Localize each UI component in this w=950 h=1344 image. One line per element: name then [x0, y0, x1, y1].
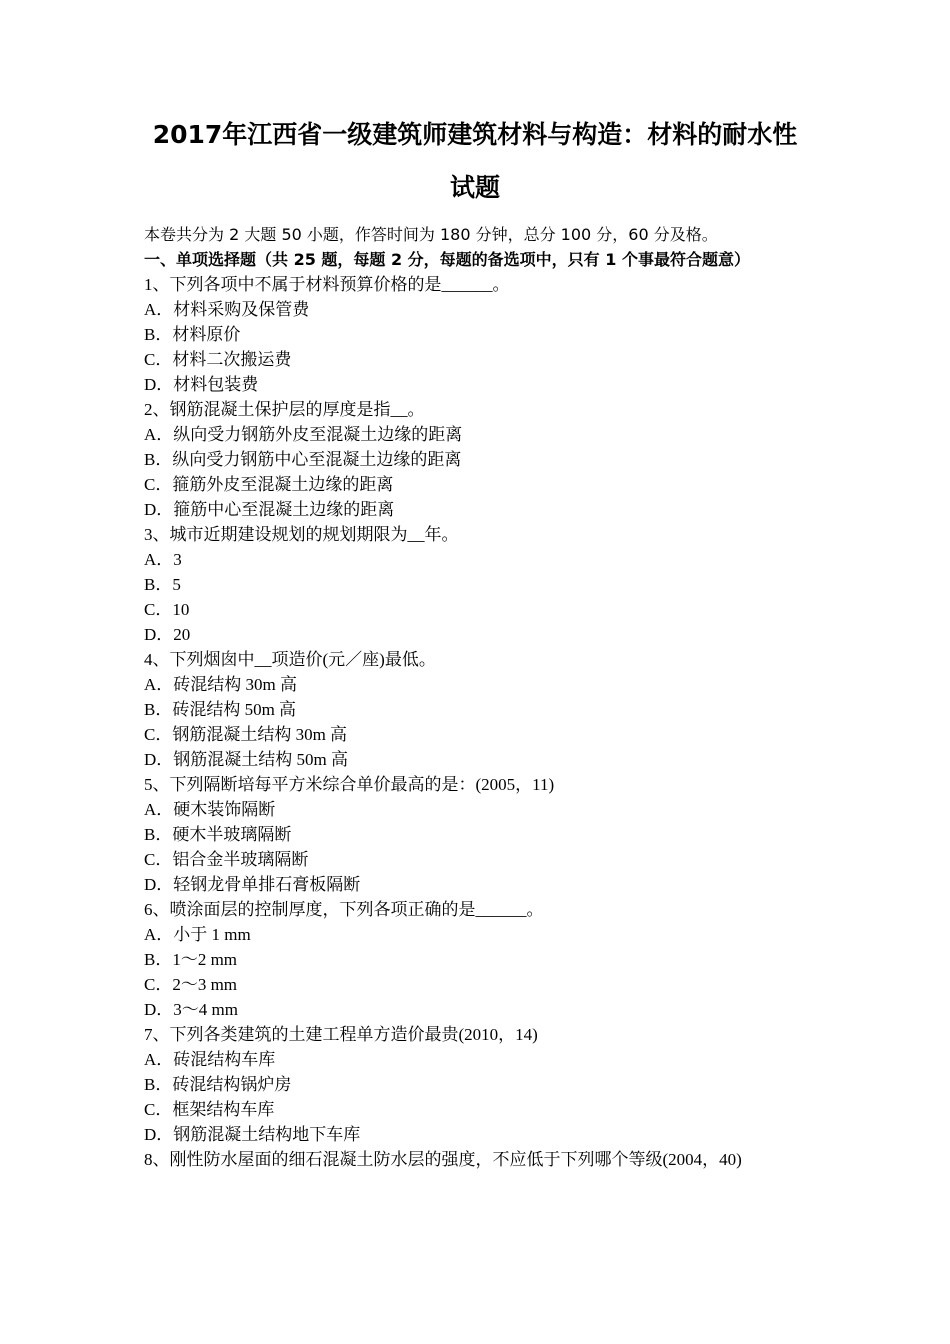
question-stem: 3、城市近期建设规划的规划期限为__年。 [144, 525, 459, 544]
answer-option: D．3～4 mm [144, 1000, 238, 1019]
answer-option: A．材料采购及保管费 [144, 300, 310, 319]
answer-option: C．铝合金半玻璃隔断 [144, 850, 309, 869]
answer-option: D．钢筋混凝土结构 50m 高 [144, 750, 348, 769]
document-title-line-1: 2017年江西省一级建筑师建筑材料与构造：材料的耐水性 [152, 120, 798, 149]
question-stem: 1、下列各项中不属于材料预算价格的是______。 [144, 275, 510, 294]
question-stem: 7、下列各类建筑的土建工程单方造价最贵(2010，14) [144, 1025, 538, 1044]
answer-option: C．钢筋混凝土结构 30m 高 [144, 725, 348, 744]
answer-option: C．2～3 mm [144, 975, 238, 994]
answer-option: B．1～2 mm [144, 950, 238, 969]
answer-option: B．纵向受力钢筋中心至混凝土边缘的距离 [144, 450, 462, 469]
answer-option: D．轻钢龙骨单排石膏板隔断 [144, 875, 361, 894]
question-stem: 5、下列隔断培每平方米综合单价最高的是：(2005，11) [144, 775, 555, 794]
answer-option: A．砖混结构车库 [144, 1050, 276, 1069]
answer-option: A．砖混结构 30m 高 [144, 675, 297, 694]
exam-intro: 本卷共分为 2 大题 50 小题，作答时间为 180 分钟，总分 100 分，60 分及格。 [144, 225, 718, 244]
answer-option: A．硬木装饰隔断 [144, 800, 276, 819]
question-stem: 6、喷涂面层的控制厚度，下列各项正确的是______。 [144, 900, 544, 919]
section-heading: 一、单项选择题（共 25 题，每题 2 分，每题的备选项中，只有 1 个事最符合题意） [144, 250, 750, 269]
question-stem: 2、钢筋混凝土保护层的厚度是指__。 [144, 400, 425, 419]
answer-option: C．箍筋外皮至混凝土边缘的距离 [144, 475, 394, 494]
answer-option: C．10 [144, 600, 190, 619]
document-title-line-2: 试题 [449, 173, 500, 202]
answer-option: B．硬木半玻璃隔断 [144, 825, 292, 844]
answer-option: C．框架结构车库 [144, 1100, 275, 1119]
answer-option: B．砖混结构锅炉房 [144, 1075, 292, 1094]
answer-option: A．小于 1 mm [144, 925, 251, 944]
answer-option: D．20 [144, 625, 191, 644]
document-body [144, 222, 814, 1172]
answer-option: A．3 [144, 550, 182, 569]
question-list [144, 272, 814, 1172]
answer-option: D．箍筋中心至混凝土边缘的距离 [144, 500, 395, 519]
answer-option: D．材料包装费 [144, 375, 259, 394]
answer-option: B．砖混结构 50m 高 [144, 700, 297, 719]
answer-option: B．5 [144, 575, 181, 594]
answer-option: A．纵向受力钢筋外皮至混凝土边缘的距离 [144, 425, 463, 444]
question-stem: 4、下列烟囱中__项造价(元／座)最低。 [144, 650, 436, 669]
answer-option: C．材料二次搬运费 [144, 350, 292, 369]
answer-option: D．钢筋混凝土结构地下车库 [144, 1125, 361, 1144]
answer-option: B．材料原价 [144, 325, 241, 344]
question-stem: 8、刚性防水屋面的细石混凝土防水层的强度，不应低于下列哪个等级(2004，40) [144, 1150, 742, 1169]
